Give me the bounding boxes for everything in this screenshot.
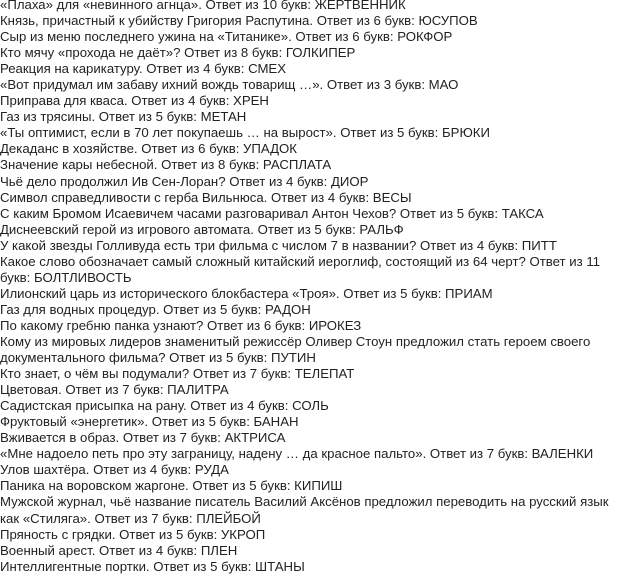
text-line: Приправа для кваса. Ответ из 4 букв: ХРЕН — [0, 93, 269, 109]
text-line: Кто мячу «прохода не даёт»? Ответ из 8 букв: ГОЛКИПЕР — [0, 45, 356, 61]
text-line: По какому гребню панка узнают? Ответ из 6 букв: ИРОКЕЗ — [0, 317, 362, 333]
text-line: Чьё дело продолжил Ив Сен-Лоран? Ответ из 4 букв: ДИОР — [0, 173, 369, 189]
text-line: Вживается в образ. Ответ из 7 букв: АКТРИСА — [0, 430, 286, 446]
text-line: «Плаха» для «невинного агнца». Ответ из 10 букв: ЖЕРТВЕННИК — [0, 0, 406, 12]
text-line: как «Стиляга». Ответ из 7 букв: ПЛЕЙБОЙ — [0, 510, 261, 526]
text-line: Реакция на карикатуру. Ответ из 4 букв: СМЕХ — [0, 61, 287, 77]
text-line: Князь, причастный к убийству Григория Распутина. Ответ из 6 букв: ЮСУПОВ — [0, 13, 478, 29]
text-line: Газ из трясины. Ответ из 5 букв: МЕТАН — [0, 109, 247, 125]
text-line: Какое слово обозначает самый сложный китайский иероглиф, состоящий из 64 черт? Ответ из 11 — [0, 253, 601, 269]
text-line: Диснеевский герой из игрового автомата. Ответ из 5 букв: РАЛЬФ — [0, 221, 404, 237]
text-line: «Вот придумал им забаву ихний вождь товарищ …». Ответ из 3 букв: МАО — [0, 77, 459, 93]
text-line: Паника на воровском жаргоне. Ответ из 5 букв: КИПИШ — [0, 478, 343, 494]
text-line: Интеллигентные портки. Ответ из 5 букв: ШТАНЫ — [0, 558, 305, 574]
text-line: Мужской журнал, чьё название писатель Василий Аксёнов предложил переводить на русский язык — [0, 494, 609, 510]
text-line: Символ справедливости с герба Вильнюса. Ответ из 4 букв: ВЕСЫ — [0, 189, 412, 205]
text-line: Фруктовый «энергетик». Ответ из 5 букв: БАНАН — [0, 414, 299, 430]
text-line: Сыр из меню последнего ужина на «Титанике». Ответ из 6 букв: РОКФОР — [0, 29, 453, 45]
text-line: Садистская присыпка на рану. Ответ из 4 букв: СОЛЬ — [0, 398, 329, 414]
text-line: Кто знает, о чём вы подумали? Ответ из 7 букв: ТЕЛЕПАТ — [0, 366, 355, 382]
text-line: С каким Бромом Исаевичем часами разговаривал Антон Чехов? Ответ из 5 букв: ТАКСА — [0, 205, 544, 221]
text-line: Газ для водных процедур. Ответ из 5 букв: РАДОН — [0, 301, 311, 317]
text-line: «Ты оптимист, если в 70 лет покупаешь … на вырост». Ответ из 5 букв: БРЮКИ — [0, 125, 490, 141]
text-line: Кому из мировых лидеров знаменитый режиссёр Оливер Стоун предложил стать героем своего — [0, 333, 591, 349]
text-line: Цветовая. Ответ из 7 букв: ПАЛИТРА — [0, 382, 229, 398]
text-line: У какой звезды Голливуда есть три фильма с числом 7 в названии? Ответ из 4 букв: ПИТТ — [0, 237, 557, 253]
text-line: Пряность с грядки. Ответ из 5 букв: УКРОП — [0, 526, 266, 542]
text-line: Илионский царь из исторического блокбастера «Троя». Ответ из 5 букв: ПРИАМ — [0, 285, 493, 301]
text-line: Значение кары небесной. Ответ из 8 букв: РАСПЛАТА — [0, 157, 332, 173]
text-line: «Мне надоело петь про эту заграницу, надену … да красное пальто». Ответ из 7 букв: ВАЛЕНКИ — [0, 446, 594, 462]
text-line: документального фильма? Ответ из 5 букв: ПУТИН — [0, 350, 316, 366]
text-line: Декаданс в хозяйстве. Ответ из 6 букв: УПАДОК — [0, 141, 297, 157]
text-line: Улов шахтёра. Ответ из 4 букв: РУДА — [0, 462, 229, 478]
text-line: Военный арест. Ответ из 4 букв: ПЛЕН — [0, 542, 238, 558]
text-line: букв: БОЛТЛИВОСТЬ — [0, 269, 132, 285]
